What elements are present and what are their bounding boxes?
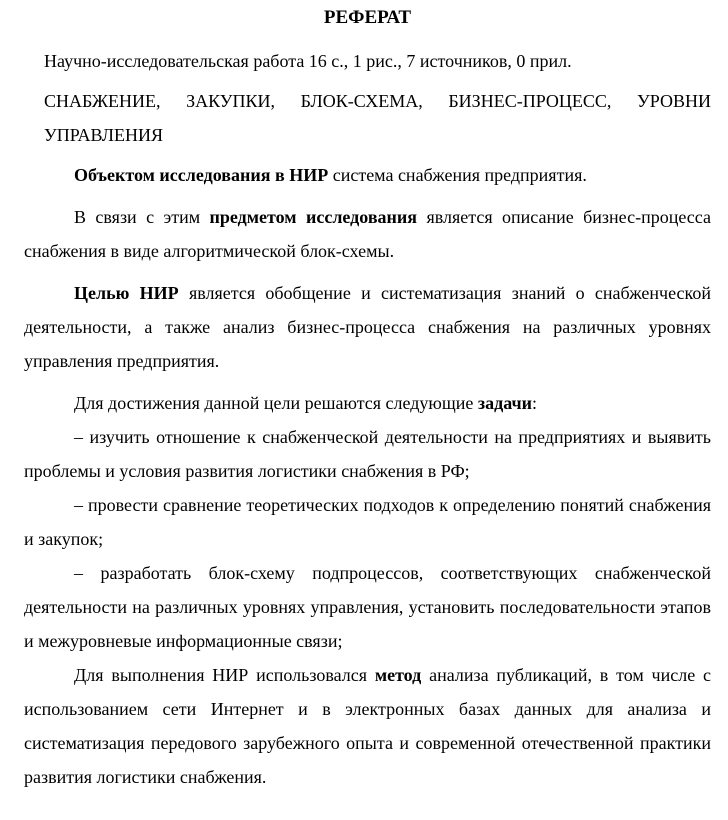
method-paragraph [24, 658, 711, 794]
tasks-label: задачи [477, 393, 533, 413]
goal-label: Целью НИР [74, 283, 179, 303]
task-item: – провести сравнение теоретических подходов к определению понятий снабжения и закупок; [24, 495, 711, 549]
method-text: анализа публикаций, в том числе с использованием сети Интернет и в электронных базах данных для анализа и систематизация передового зарубежного опыта и современной отечественной практики развития логистики снабжения. [24, 665, 711, 787]
method-prefix: Для выполнения НИР использовался [74, 665, 375, 685]
tasks-intro-suffix: : [532, 393, 538, 413]
object-label: Объектом исследования в НИР [74, 165, 329, 185]
method-label: метод [374, 665, 422, 685]
document-title: РЕФЕРАТ [323, 7, 412, 28]
keywords-line: СНАБЖЕНИЕ, ЗАКУПКИ, БЛОК-СХЕМА, БИЗНЕС-ПРОЦЕСС, УРОВНИ УПРАВЛЕНИЯ [44, 91, 711, 145]
subject-text: является описание бизнес-процесса снабжения в виде алгоритмической блок-схемы. [24, 207, 711, 261]
task-item: – изучить отношение к снабженческой деятельности на предприятиях и выявить проблемы и условия развития логистики снабжения в РФ; [24, 427, 711, 481]
goal-paragraph [24, 276, 711, 378]
tasks-intro-paragraph [24, 386, 711, 420]
report-metadata-line: Научно-исследовательская работа 16 с., 1 рис., 7 источников, 0 прил. [44, 51, 572, 71]
tasks-intro-prefix: Для достижения данной цели решаются следующие [74, 393, 478, 413]
task-item: – разработать блок-схему подпроцессов, соответствующих снабженческой деятельности на различных уровнях управления, установить последовательности этапов и межуровневые информационные связи; [24, 563, 711, 651]
goal-text: является обобщение и систематизация знаний о снабженческой деятельности, а также анализ бизнес-процесса снабжения на различных уровнях управления предприятия. [24, 283, 711, 371]
subject-prefix: В связи с этим [74, 207, 210, 227]
object-text: система снабжения предприятия. [328, 165, 587, 185]
subject-label: предметом исследования [209, 207, 418, 227]
subject-paragraph [24, 200, 711, 268]
object-paragraph [24, 158, 711, 192]
